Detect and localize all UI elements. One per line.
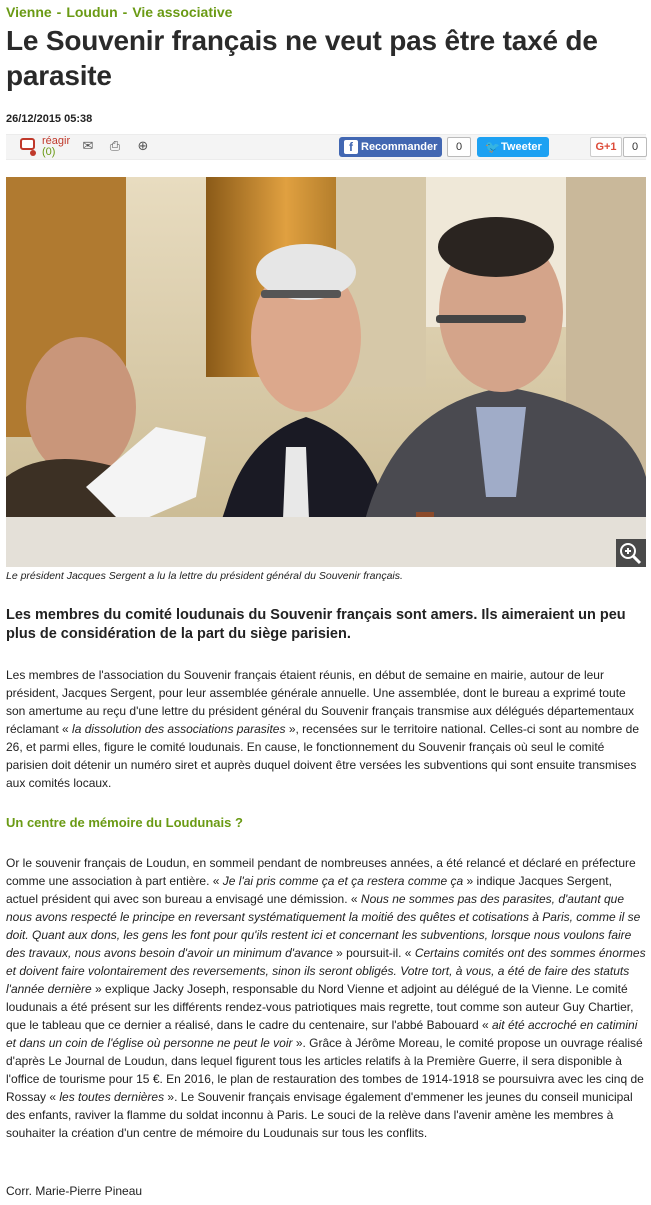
google-plus-button[interactable]: G+1 [590,137,622,157]
facebook-label: Recommander [361,141,438,153]
quote-segment: la dissolution des associations parasites [72,722,286,736]
send-icon[interactable]: ✉ [82,138,94,153]
article-paragraph [6,854,646,1142]
subheading: Un centre de mémoire du Loudunais ? [6,815,243,830]
add-icon[interactable]: ⊕ [137,138,149,153]
breadcrumb-item-vie-associative[interactable]: Vie associative [132,4,233,20]
tweet-button[interactable] [477,137,549,157]
breadcrumb-separator: - [122,4,128,20]
twitter-bird-icon: 🐦 [485,140,500,154]
paragraph-segment: ». Le Souvenir français envisage également d'emmener les jeunes du conseil municipal des enfants, raviver la flamme du soldat inconnu à Paris. Le souci de la relève dans l'avenir amène les membres à souhaiter la création d'un centre de mémoire du Loudunais sur tous les conflits. [6,1090,633,1140]
quote-segment: Nous ne sommes pas des parasites, d'autant que nous avons respecté le principe en reversant systématiquement la moitié des quêtes et cotisations à Paris, comme il se doit. Quant aux dons, les gens les font pour qu'ils restent ici et concernant les subventions, lorsque nous voulons faire des travaux, nous avons besoin d'avoir un minimum d'avance [6,892,641,960]
article-lead: Les membres du comité loudunais du Souvenir français sont amers. Ils aimeraient un peu plus de considération de la part du siège parisien. [6,607,626,642]
react-label: réagir [42,135,71,147]
tweet-label: Tweeter [501,141,542,153]
quote-segment: Certains comités ont des sommes énormes et doivent faire volontairement des reversements, sinon ils seront obligés. Votre tort, à vous, a été de faire des statuts l'année dernière [6,946,646,996]
article-photo[interactable] [6,177,646,567]
quote-segment: ait été accroché en catimini et dans un coin de l'église où personne ne peut le voir [6,1018,638,1050]
article-paragraph [6,666,646,792]
facebook-count: 0 [447,137,471,157]
paragraph-segment: ». Grâce à Jérôme Moreau, le comité propose un ouvrage réalisé d'après Le Journal de Loudun, dans lequel figurent tous les articles relatifs à la Première Guerre, il sera disponible à l'office de tourisme pour 15 €. En 2016, le plan de restauration des tombes de 1914-1918 se poursuivra avec les cinq de Rossay « [6,1036,644,1104]
article [6,0,646,1200]
breadcrumb-item-vienne[interactable]: Vienne [6,4,52,20]
paragraph-segment: Les membres de l'association du Souvenir français étaient réunis, en début de semaine en mairie, autour de leur président, Jacques Sergent, pour leur assemblée générale annuelle. Une assemblée, dont le bureau a exprimé toute son amertume au reçu d'une lettre du président général du Souvenir français transmise aux délégués départementaux réclamant « [6,668,634,736]
print-icon[interactable]: ⎙ [109,138,121,153]
react-button[interactable] [20,136,80,158]
comment-icon [20,138,35,150]
facebook-recommend-button[interactable] [339,137,442,157]
zoom-icon [616,539,646,567]
google-plus-count: 0 [623,137,647,157]
author-signature: Corr. Marie-Pierre Pineau [6,1184,143,1198]
paragraph-segment: » explique Jacky Joseph, responsable du Nord Vienne et adjoint au délégué de la Vienne. Le comité loudunais a été présent sur les différents rendez-vous patriotiques mais regrette, tout comme son auteur Guy Chartier, que le tableau que ce dernier a réalisé, dans le cadre du centenaire, sur l'abbé Babouard « [6,982,634,1032]
paragraph-segment: » indique Jacques Sergent, actuel président qui avec son bureau a envisagé une démission. « [6,874,612,906]
quote-segment: les toutes dernières [59,1090,165,1104]
photo-caption: Le président Jacques Sergent a lu la lettre du président général du Souvenir français. [6,570,403,582]
react-count: (0) [42,146,56,158]
breadcrumb-item-loudun[interactable]: Loudun [66,4,118,20]
zoom-button[interactable] [616,539,646,567]
publish-date: 26/12/2015 05:38 [6,113,93,125]
photo-illustration [6,177,646,567]
paragraph-segment: Or le souvenir français de Loudun, en sommeil pendant de nombreuses années, a été relancé et déclaré en préfecture comme une association à part entière. « [6,856,636,888]
paragraph-segment: » poursuit-il. « [332,946,415,960]
facebook-icon: f [344,140,358,154]
share-toolbar [6,134,646,160]
breadcrumb-separator: - [56,4,62,20]
page-title: Le Souvenir français ne veut pas être taxé de parasite [6,25,598,91]
breadcrumb [6,3,646,21]
quote-segment: Je l'ai pris comme ça et ça restera comme ça [222,874,464,888]
paragraph-segment: », recensées sur le territoire national. Celles-ci sont au nombre de 26, et parmi elles, figure le comité loudunais. En cause, le fonctionnement du Souvenir français où seul le comité parisien doit détenir un numéro siret et auprès duquel doivent être versées les subventions qui sont ensuite transmises aux comités locaux. [6,722,639,790]
